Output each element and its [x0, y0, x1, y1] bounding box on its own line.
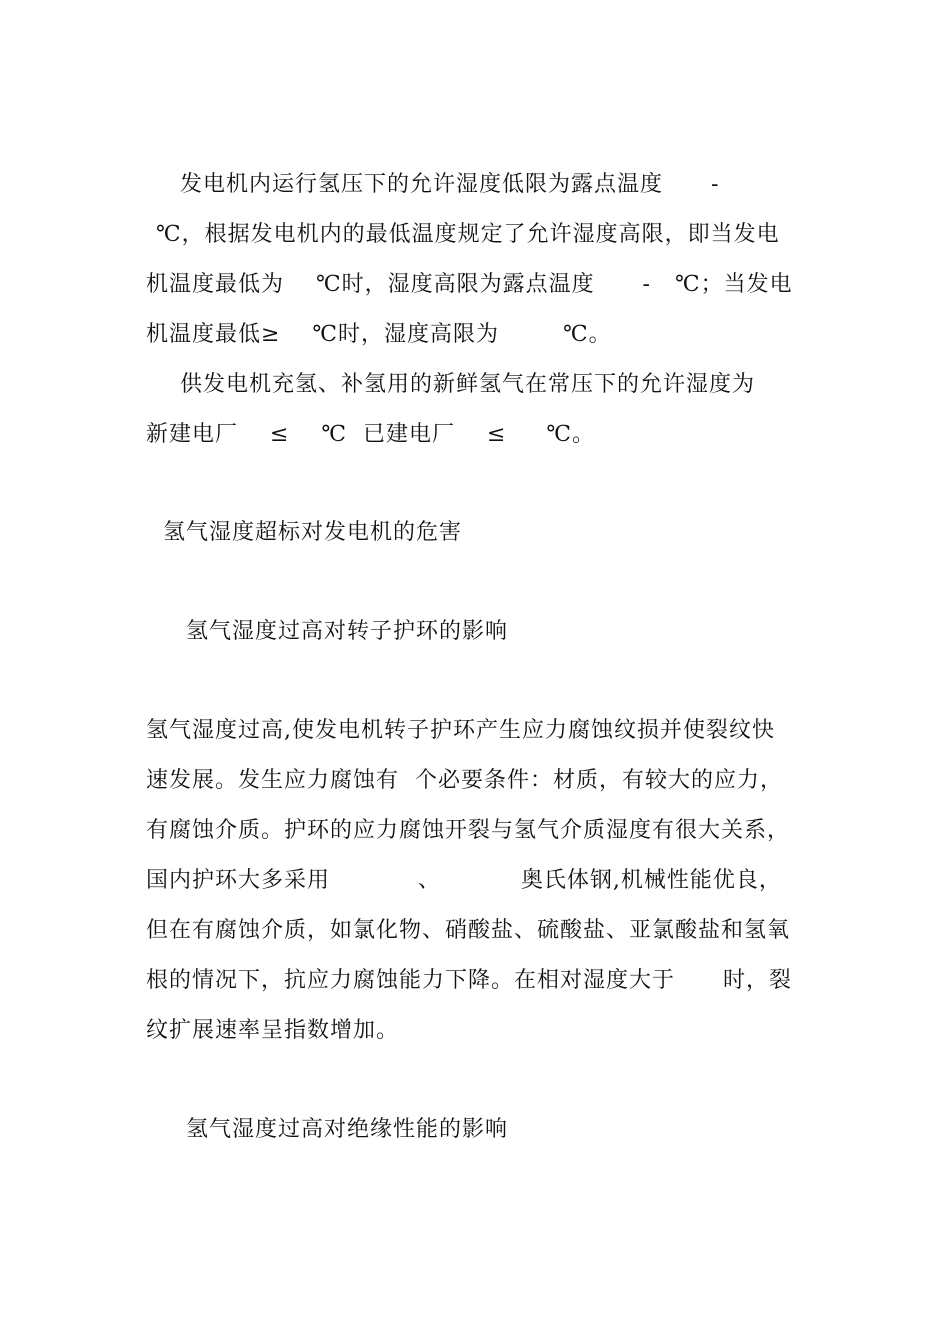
subsection2-heading: 氢气湿度过高对绝缘性能的影响 [186, 1117, 509, 1142]
subsection1-line-7: 纹扩展速率呈指数增加。 [146, 1018, 400, 1043]
para2-line-1: 供发电机充氢、补氢用的新鲜氢气在常压下的允许湿度为 [180, 372, 756, 397]
para1-line-4: 机温度最低≥ ℃时，湿度高限为 ℃。 [146, 322, 612, 347]
subsection1-line-3: 有腐蚀介质。护环的应力腐蚀开裂与氢气介质湿度有很大关系， [146, 818, 791, 843]
subsection1-line-6: 根的情况下，抗应力腐蚀能力下降。在相对湿度大于 时，裂 [146, 968, 792, 993]
para1-line-2: ℃，根据发电机内的最低温度规定了允许湿度高限，即当发电 [156, 222, 780, 247]
para1-line-1: 发电机内运行氢压下的允许湿度低限为露点温度 - [180, 172, 720, 197]
para1-line-3: 机温度最低为 ℃时，湿度高限为露点温度 - ℃；当发电 [146, 272, 793, 297]
subsection1-line-4: 国内护环大多采用 、 奥氏体钢,机械性能优良， [146, 868, 782, 893]
subsection1-line-1: 氢气湿度过高,使发电机转子护环产生应力腐蚀纹损并使裂纹快 [146, 718, 775, 743]
subsection1-line-2: 速发展。发生应力腐蚀有 个必要条件：材质，有较大的应力， [146, 768, 783, 793]
para2-line-2: 新建电厂 ≤ ℃ 已建电厂 ≤ ℃。 [146, 422, 595, 447]
subsection1-line-5: 但在有腐蚀介质，如氯化物、硝酸盐、硫酸盐、亚氯酸盐和氢氧 [146, 918, 791, 943]
section-heading: 氢气湿度超标对发电机的危害 [163, 520, 463, 545]
subsection1-heading: 氢气湿度过高对转子护环的影响 [186, 619, 509, 644]
